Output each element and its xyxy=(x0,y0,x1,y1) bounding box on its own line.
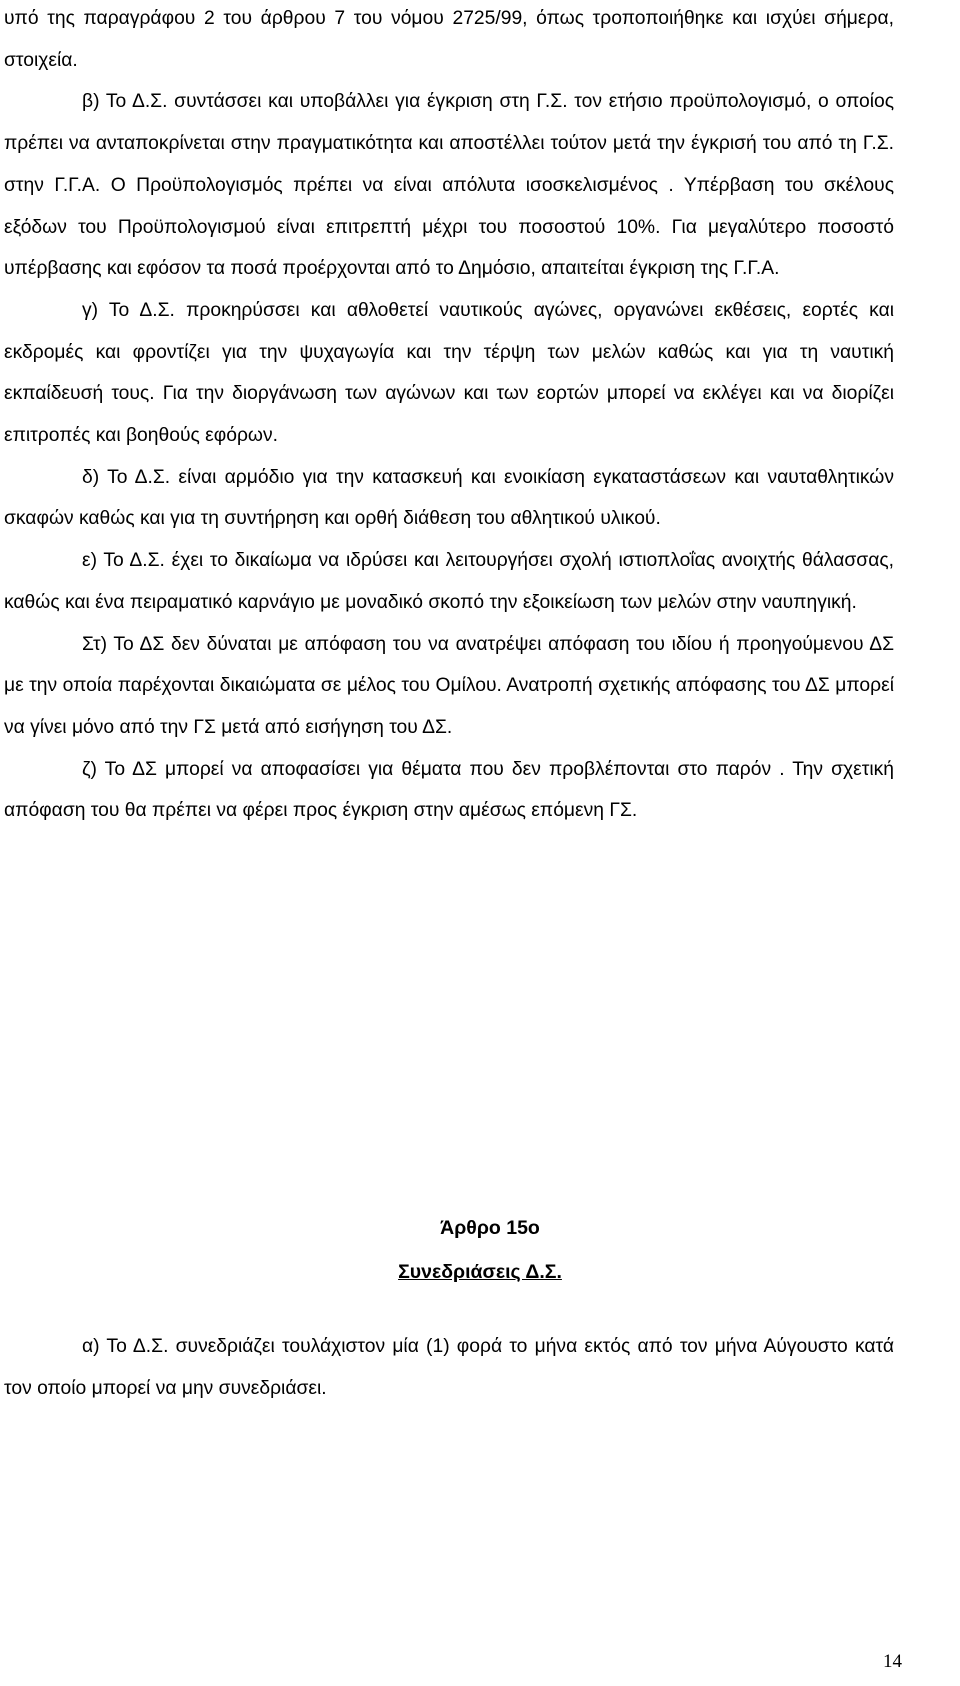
page-number: 14 xyxy=(883,1651,902,1672)
article-body xyxy=(4,1326,894,1409)
article-subtitle: Συνεδριάσεις Δ.Σ. xyxy=(398,1261,562,1283)
paragraph-st-decisions: Στ) Το ΔΣ δεν δύναται με απόφαση του να ανατρέψει απόφαση του ιδίου ή προηγούμενου ΔΣ με την οποία παρέχονται δικαιώματα σε μέλος του Ομίλου. Ανατροπή σχετικής απόφασης του ΔΣ μπορεί να γίνει μόνο από την ΓΣ μετά από εισήγηση του ΔΣ. xyxy=(4,633,894,738)
document-body xyxy=(4,0,894,832)
paragraph-a-meetings: α) Το Δ.Σ. συνεδριάζει τουλάχιστον μία (1) φορά το μήνα εκτός από τον μήνα Αύγουστο κατά τον οποίο μπορεί να μην συνεδριάσει. xyxy=(4,1336,894,1399)
paragraph-z-other-matters: ζ) Το ΔΣ μπορεί να αποφασίσει για θέματα που δεν προβλέπονται στο παρόν . Την σχετική απόφαση του θα πρέπει να φέρει προς έγκριση στην αμέσως επόμενη ΓΣ. xyxy=(4,758,894,822)
paragraph-b-budget: β) Το Δ.Σ. συντάσσει και υποβάλλει για έγκριση στη Γ.Σ. τον ετήσιο προϋπολογισμό, ο οποίος πρέπει να ανταποκρίνεται στην πραγματικότητα και αποστέλλει τούτον μετά την έγκρισή του από τη Γ.Σ. στην Γ.Γ.Α. Ο Προϋπολογισμός πρέπει να είναι απόλυτα ισοσκελισμένος . Υπέρβαση του σκέλους εξόδων του Προϋπολογισμού είναι επιτρεπτή μέχρι του ποσοστού 10%. Για μεγαλύτερο ποσοστό υπέρβασης και εφόσον τα ποσά προέρχονται από το Δημόσιο, απαιτείται έγκριση της Γ.Γ.Α. xyxy=(4,91,894,280)
paragraph-continuation: υπό της παραγράφου 2 του άρθρου 7 του νόμου 2725/99, όπως τροποποιήθηκε και ισχύει σήμερα, στοιχεία. xyxy=(4,8,894,71)
paragraph-e-sailing-school: ε) Το Δ.Σ. έχει το δικαίωμα να ιδρύσει και λειτουργήσει σχολή ιστιοπλοΐας ανοιχτής θάλασσας, καθώς και ένα πειραματικό καρνάγιο με μοναδικό σκοπό την εξοικείωση των μελών στην ναυπηγική. xyxy=(4,550,894,613)
paragraph-c-events: γ) Το Δ.Σ. προκηρύσσει και αθλοθετεί ναυτικούς αγώνες, οργανώνει εκθέσεις, εορτές και εκδρομές και φροντίζει για την ψυχαγωγία και την τέρψη των μελών καθώς και για τη ναυτική εκπαίδευσή τους. Για την διοργάνωση των αγώνων και των εορτών μπορεί να εκλέγει και να διορίζει επιτροπές και βοηθούς εφόρων. xyxy=(4,299,894,447)
article-title: Άρθρο 15ο xyxy=(440,1217,540,1239)
paragraph-d-facilities: δ) Το Δ.Σ. είναι αρμόδιο για την κατασκευή και ενοικίαση εγκαταστάσεων και ναυταθλητικών σκαφών καθώς και για τη συντήρηση και ορθή διάθεση του αθλητικού υλικού. xyxy=(4,466,894,530)
